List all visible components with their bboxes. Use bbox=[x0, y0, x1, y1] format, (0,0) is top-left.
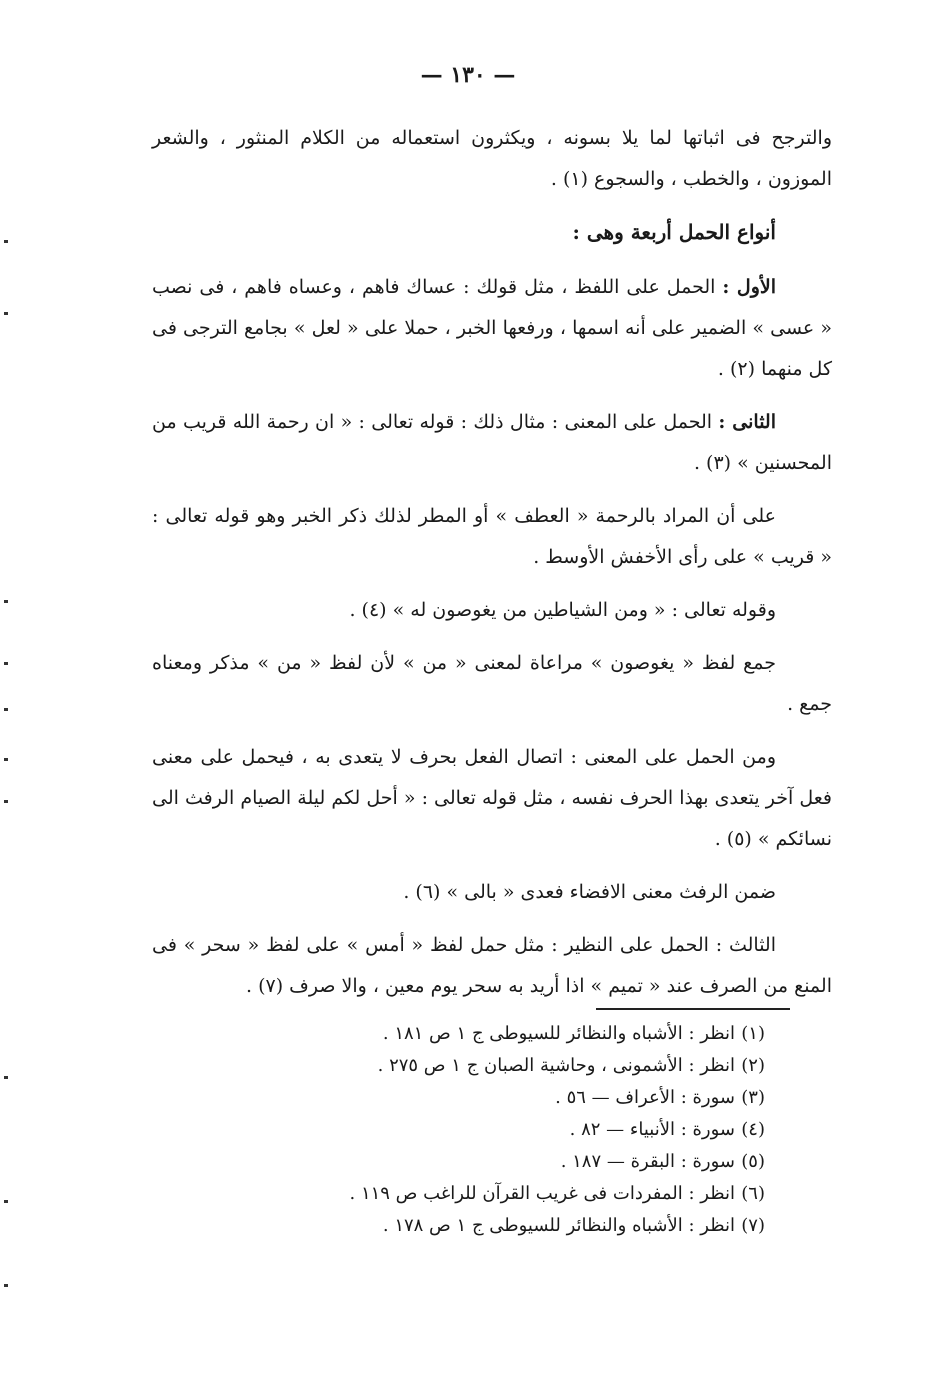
footnote-divider bbox=[596, 1008, 790, 1010]
footnote-number: (٥) bbox=[741, 1151, 765, 1172]
footnote-number: (٤) bbox=[741, 1119, 765, 1140]
footnote-text: انظر : الأشباه والنظائر للسيوطى ج ١ ص ١٨١ . bbox=[382, 1023, 735, 1044]
paragraph-text: على أن المراد بالرحمة « العطف » أو المطر لذلك ذكر الخبر وهو قوله تعالى : « قريب » على رأى الأخفش الأوسط . bbox=[152, 505, 832, 568]
footnote-text: سورة : الأعراف — ٥٦ . bbox=[555, 1087, 735, 1108]
footnote-text: سورة : الأنبياء — ٨٢ . bbox=[569, 1119, 735, 1140]
paragraph-first-type bbox=[152, 267, 832, 390]
paragraph-text: ومن الحمل على المعنى : اتصال الفعل بحرف لا يتعدى به ، فيحمل على معنى فعل آخر يتعدى بهذا الحرف نفسه ، مثل قوله تعالى : « أحل لكم ليلة الصيام الرفث الى نسائكم » (٥) . bbox=[152, 746, 832, 850]
footnote bbox=[240, 1146, 765, 1178]
paragraph bbox=[152, 590, 832, 631]
scan-mark bbox=[4, 312, 8, 315]
footnote bbox=[240, 1018, 765, 1050]
scan-mark bbox=[4, 800, 8, 803]
footnote-text: انظر : الأشمونى ، وحاشية الصبان ج ١ ص ٢٧٥ . bbox=[377, 1055, 735, 1076]
scan-mark bbox=[4, 1200, 8, 1203]
scan-mark bbox=[4, 708, 8, 711]
paragraph-lead: الثانى : bbox=[718, 411, 776, 433]
footnote-text: سورة : البقرة — ١٨٧ . bbox=[560, 1151, 735, 1172]
scan-mark bbox=[4, 1284, 8, 1287]
paragraph-text: الحمل على اللفظ ، مثل قولك : عساك فاهم ، وعساه فاهم ، فى نصب « عسى » الضمير على أنه اسمها ، ورفعها الخبر ، حملا على « لعل » بجامع الترجى فى كل منهما (٢) . bbox=[152, 276, 832, 380]
paragraph-text: الحمل على المعنى : مثال ذلك : قوله تعالى : « ان رحمة الله قريب من المحسنين » (٣) . bbox=[152, 411, 832, 474]
paragraph bbox=[152, 496, 832, 578]
paragraph-text: وقوله تعالى : « ومن الشياطين من يغوصون له » (٤) . bbox=[349, 599, 776, 621]
footnote-number: (١) bbox=[741, 1023, 765, 1044]
footnote bbox=[240, 1114, 765, 1146]
paragraph bbox=[152, 872, 832, 913]
page-number: — ١٣٠ — bbox=[420, 62, 516, 88]
scan-mark bbox=[4, 600, 8, 603]
paragraph-text: جمع لفظ « يغوصون » مراعاة لمعنى « من » لأن لفظ « من » مذكر ومعناه جمع . bbox=[152, 652, 832, 715]
paragraph-lead: الأول : bbox=[722, 276, 776, 298]
footnote bbox=[240, 1050, 765, 1082]
footnote-number: (٦) bbox=[741, 1183, 765, 1204]
footnote-text: انظر : المفردات فى غريب القرآن للراغب ص ١١٩ . bbox=[349, 1183, 735, 1204]
paragraph-text: والترجح فى اثباتها لما يلا بسونه ، ويكثرون استعماله من الكلام المنثور ، والشعر الموزون ، والخطب ، والسجوع (١) . bbox=[152, 127, 832, 190]
footnote-number: (٣) bbox=[741, 1087, 765, 1108]
scan-mark bbox=[4, 240, 8, 243]
section-heading: أنواع الحمل أربعة وهى : bbox=[572, 220, 776, 244]
paragraph-text: الثالث : الحمل على النظير : مثل حمل لفظ « أمس » على لفظ « سحر » فى المنع من الصرف عند « تميم » اذا أريد به سحر يوم معين ، والا صرف (٧) . bbox=[152, 934, 832, 997]
paragraph-third-type bbox=[152, 925, 832, 1007]
paragraph-intro bbox=[152, 118, 832, 200]
page-body bbox=[152, 118, 832, 1019]
footnote bbox=[240, 1210, 765, 1242]
footnote bbox=[240, 1082, 765, 1114]
footnote-number: (٧) bbox=[741, 1215, 765, 1236]
paragraph bbox=[152, 643, 832, 725]
scan-mark bbox=[4, 662, 8, 665]
footnote-text: انظر : الأشباه والنظائر للسيوطى ج ١ ص ١٧٨ . bbox=[382, 1215, 735, 1236]
footnotes bbox=[240, 1018, 765, 1242]
paragraph-second-type bbox=[152, 402, 832, 484]
paragraph-text: ضمن الرفث معنى الافضاء فعدى « بالى » (٦) . bbox=[403, 881, 776, 903]
scan-mark bbox=[4, 758, 8, 761]
footnote bbox=[240, 1178, 765, 1210]
scan-mark bbox=[4, 1076, 8, 1079]
paragraph bbox=[152, 737, 832, 860]
footnote-number: (٢) bbox=[741, 1055, 765, 1076]
